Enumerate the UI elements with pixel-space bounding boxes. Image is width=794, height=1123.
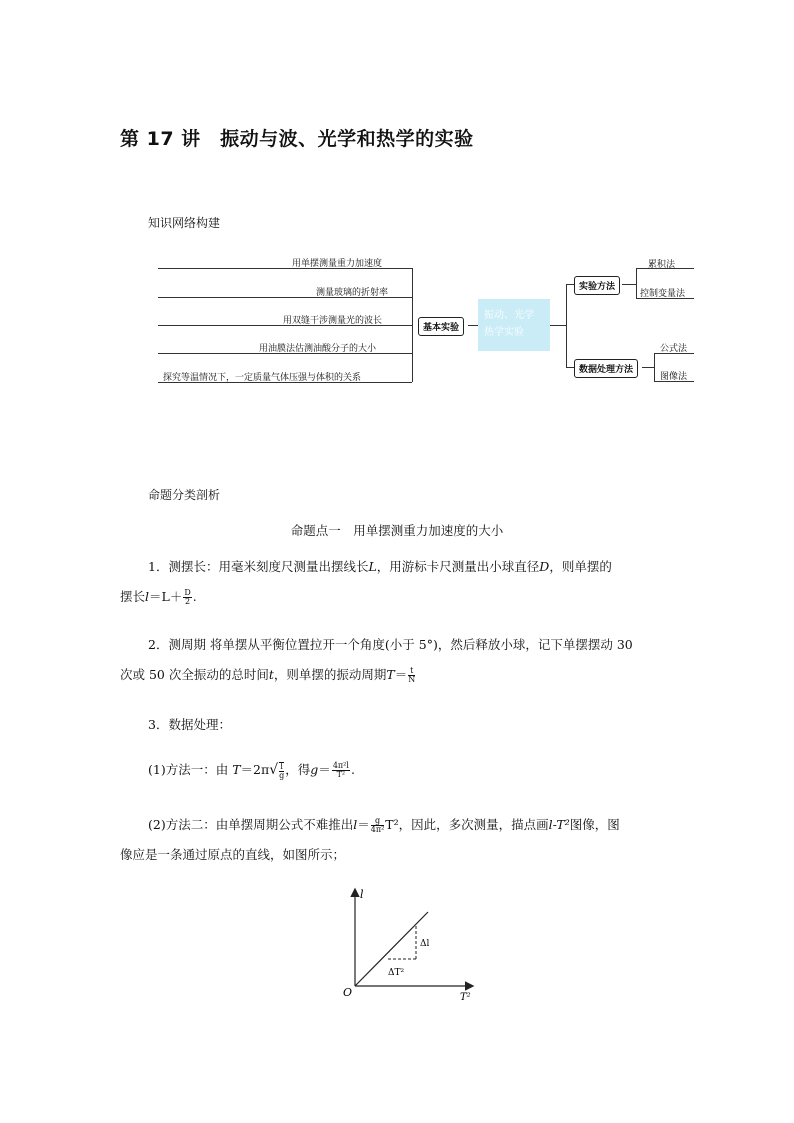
branch-line — [622, 284, 636, 285]
var: l-T² — [548, 817, 570, 832]
text: . — [350, 762, 355, 777]
branch-line — [566, 284, 574, 285]
denominator: 4π² — [370, 825, 385, 834]
text: 摆长 — [120, 589, 146, 604]
denominator: 2 — [184, 597, 191, 606]
center-topic-box — [478, 299, 550, 351]
y-axis-label: l — [360, 888, 364, 901]
text: ＝L＋ — [149, 589, 183, 604]
var: l — [145, 589, 150, 604]
var: g — [310, 762, 319, 777]
text: ，则单摆的 — [549, 559, 612, 574]
fraction — [279, 762, 284, 780]
experiment-label: 用双缝干涉测量光的波长 — [283, 316, 383, 326]
paragraph-item1-cont — [120, 588, 197, 607]
experiment-label: 用油膜法估测油酸分子的大小 — [259, 344, 377, 354]
paragraph-method1 — [148, 760, 355, 781]
branch-line — [468, 325, 478, 326]
denominator: g — [279, 770, 285, 780]
text: 次或 50 次全振动的总时间 — [120, 667, 269, 682]
paragraph-method2 — [148, 816, 620, 835]
text: T²，因此，多次测量，描点画 — [385, 817, 549, 832]
numerator: l — [280, 761, 283, 771]
paragraph-item1 — [148, 558, 612, 577]
text: 图像，图 — [569, 817, 620, 832]
paragraph-item2: 2．测周期 将单摆从平衡位置拉开一个角度(小于 5°)，然后释放小球，记下单摆摆动 30 — [148, 637, 633, 652]
experiment-label: 探究等温情况下，一定质量气体压强与体积的关系 — [163, 373, 362, 383]
text: ，得 — [285, 762, 311, 777]
fraction — [371, 817, 385, 834]
paragraph-item3: 3．数据处理： — [148, 717, 231, 732]
denominator: T² — [336, 770, 346, 779]
section-heading-analysis: 命题分类剖析 — [148, 488, 221, 502]
branch-connector — [566, 284, 567, 367]
var: T — [386, 667, 395, 682]
delta-t2-label: ΔT² — [388, 968, 405, 978]
branch-line — [642, 367, 654, 368]
text: . — [192, 589, 197, 604]
data-method-label: 图像法 — [660, 372, 688, 382]
numerator: 4π²l — [332, 761, 349, 770]
branch-line — [566, 367, 574, 368]
branch-connector — [412, 268, 413, 382]
text: ，用游标卡尺测量出小球直径 — [376, 559, 540, 574]
denominator: N — [408, 675, 416, 684]
basic-experiment-box: 基本实验 — [418, 317, 464, 336]
center-topic-line1: 振动、光学 — [484, 310, 534, 321]
branch-connector — [654, 353, 655, 381]
fraction — [408, 667, 415, 684]
l-t2-graph — [330, 884, 490, 1004]
paragraph-item2-cont — [120, 666, 416, 685]
x-axis-label: T² — [460, 992, 471, 1003]
experiment-label: 测量玻璃的折射率 — [316, 288, 389, 298]
center-topic-line2: 热学实验 — [484, 327, 524, 338]
branch-connector — [636, 268, 637, 298]
text: ，则单摆的振动周期 — [273, 667, 387, 682]
origin-label: O — [343, 986, 353, 999]
topic-heading: 命题点一 用单摆测重力加速度的大小 — [290, 523, 504, 538]
fraction — [332, 762, 350, 779]
delta-l-label: Δl — [420, 939, 430, 949]
data-method-label: 公式法 — [660, 344, 688, 354]
method-label: 累积法 — [648, 260, 676, 270]
text: (1)方法一：由 — [148, 762, 229, 777]
page-title: 第 17 讲 振动与波、光学和热学的实验 — [120, 128, 474, 150]
var: L — [368, 559, 377, 574]
text: (2)方法二：由单摆周期公式不难推出 — [148, 817, 354, 832]
data-processing-box: 数据处理方法 — [574, 359, 638, 378]
numerator: g — [371, 817, 385, 826]
numerator: t — [410, 666, 414, 675]
fraction — [183, 589, 191, 606]
section-heading-knowledge-network: 知识网络构建 — [148, 216, 221, 230]
text: ＝ — [394, 667, 408, 682]
var: T — [232, 762, 241, 777]
method-box: 实验方法 — [574, 276, 620, 295]
sqrt-sign: √ — [269, 762, 279, 778]
text: ＝2π — [240, 762, 270, 777]
var: t — [268, 667, 274, 682]
paragraph-method2-cont: 像应是一条通过原点的直线，如图所示； — [120, 847, 346, 862]
var: l — [353, 817, 358, 832]
method-label: 控制变量法 — [640, 289, 686, 299]
branch-line — [550, 325, 566, 326]
text: ＝ — [357, 817, 370, 832]
var: D — [539, 559, 550, 574]
experiment-label: 用单摆测量重力加速度 — [292, 259, 383, 269]
numerator: D — [184, 588, 191, 597]
text: ＝ — [318, 762, 331, 777]
text: 1．测摆长：用毫米刻度尺测量出摆线长 — [148, 559, 369, 574]
